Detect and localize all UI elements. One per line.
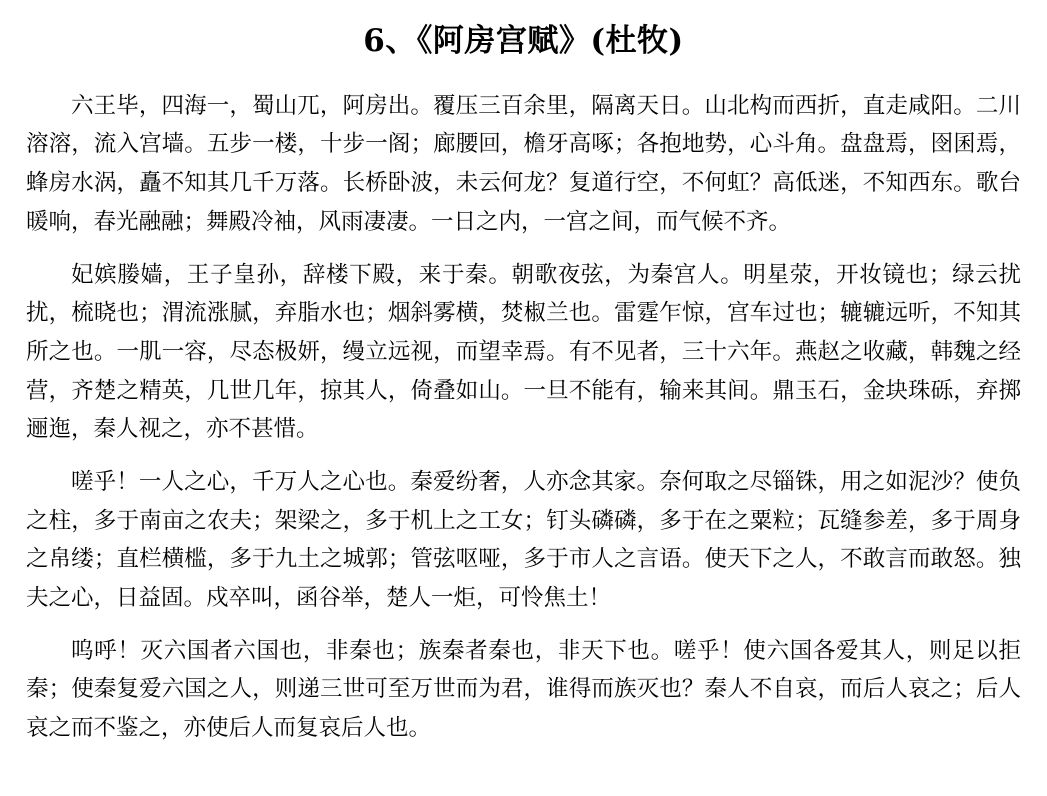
paragraph-2: 妃嫔媵嫱，王子皇孙，辞楼下殿，来于秦。朝歌夜弦，为秦宫人。明星荥，开妆镜也；绿云扰扰，梳晓也；渭流涨腻，弃脂水也；烟斜雾横，焚椒兰也。雷霆乍惊，宫车过也；辘辘远听，不知其所之也。一肌一容，尽态极妍，缦立远视，而望幸焉。有不见者，三十六年。燕赵之收藏，韩魏之经营，齐楚之精英，几世几年，掠其人，倚叠如山。一旦不能有，输来其间。鼎玉石，金块珠砾，弃掷逦迤，秦人视之，亦不甚惜。 <box>26 261 1021 443</box>
document-body <box>26 87 1021 748</box>
page-title: 6、《阿房宫赋》(杜牧) <box>363 23 684 59</box>
paragraph-3: 嗟乎！一人之心，千万人之心也。秦爱纷奢，人亦念其家。奈何取之尽锱铢，用之如泥沙？使负之柱，多于南亩之农夫；架梁之，多于机上之工女；钉头磷磷，多于在之粟粒；瓦缝参差，多于周身之帛缕；直栏横槛，多于九土之城郭；管弦呕哑，多于市人之言语。使天下之人，不敢言而敢怒。独夫之心，日益固。戍卒叫，函谷举，楚人一炬，可怜焦土！ <box>26 468 1021 611</box>
paragraph-4: 呜呼！灭六国者六国也，非秦也；族秦者秦也，非天下也。嗟乎！使六国各爱其人，则足以拒秦；使秦复爱六国之人，则递三世可至万世而为君，谁得而族灭也？秦人不自哀，而后人哀之；后人哀之而不鉴之，亦使后人而复哀后人也。 <box>26 637 1021 742</box>
paragraph-1: 六王毕，四海一，蜀山兀，阿房出。覆压三百余里，隔离天日。山北构而西折，直走咸阳。二川溶溶，流入宫墙。五步一楼，十步一阁；廊腰回，檐牙高啄；各抱地势，心斗角。盘盘焉，囹囷焉，蜂房水涡，矗不知其几千万落。长桥卧波，未云何龙？复道行空，不何虹？高低迷，不知西东。歌台暖响，春光融融；舞殿冷袖，风雨凄凄。一日之内，一宫之间，而气候不齐。 <box>26 92 1021 235</box>
